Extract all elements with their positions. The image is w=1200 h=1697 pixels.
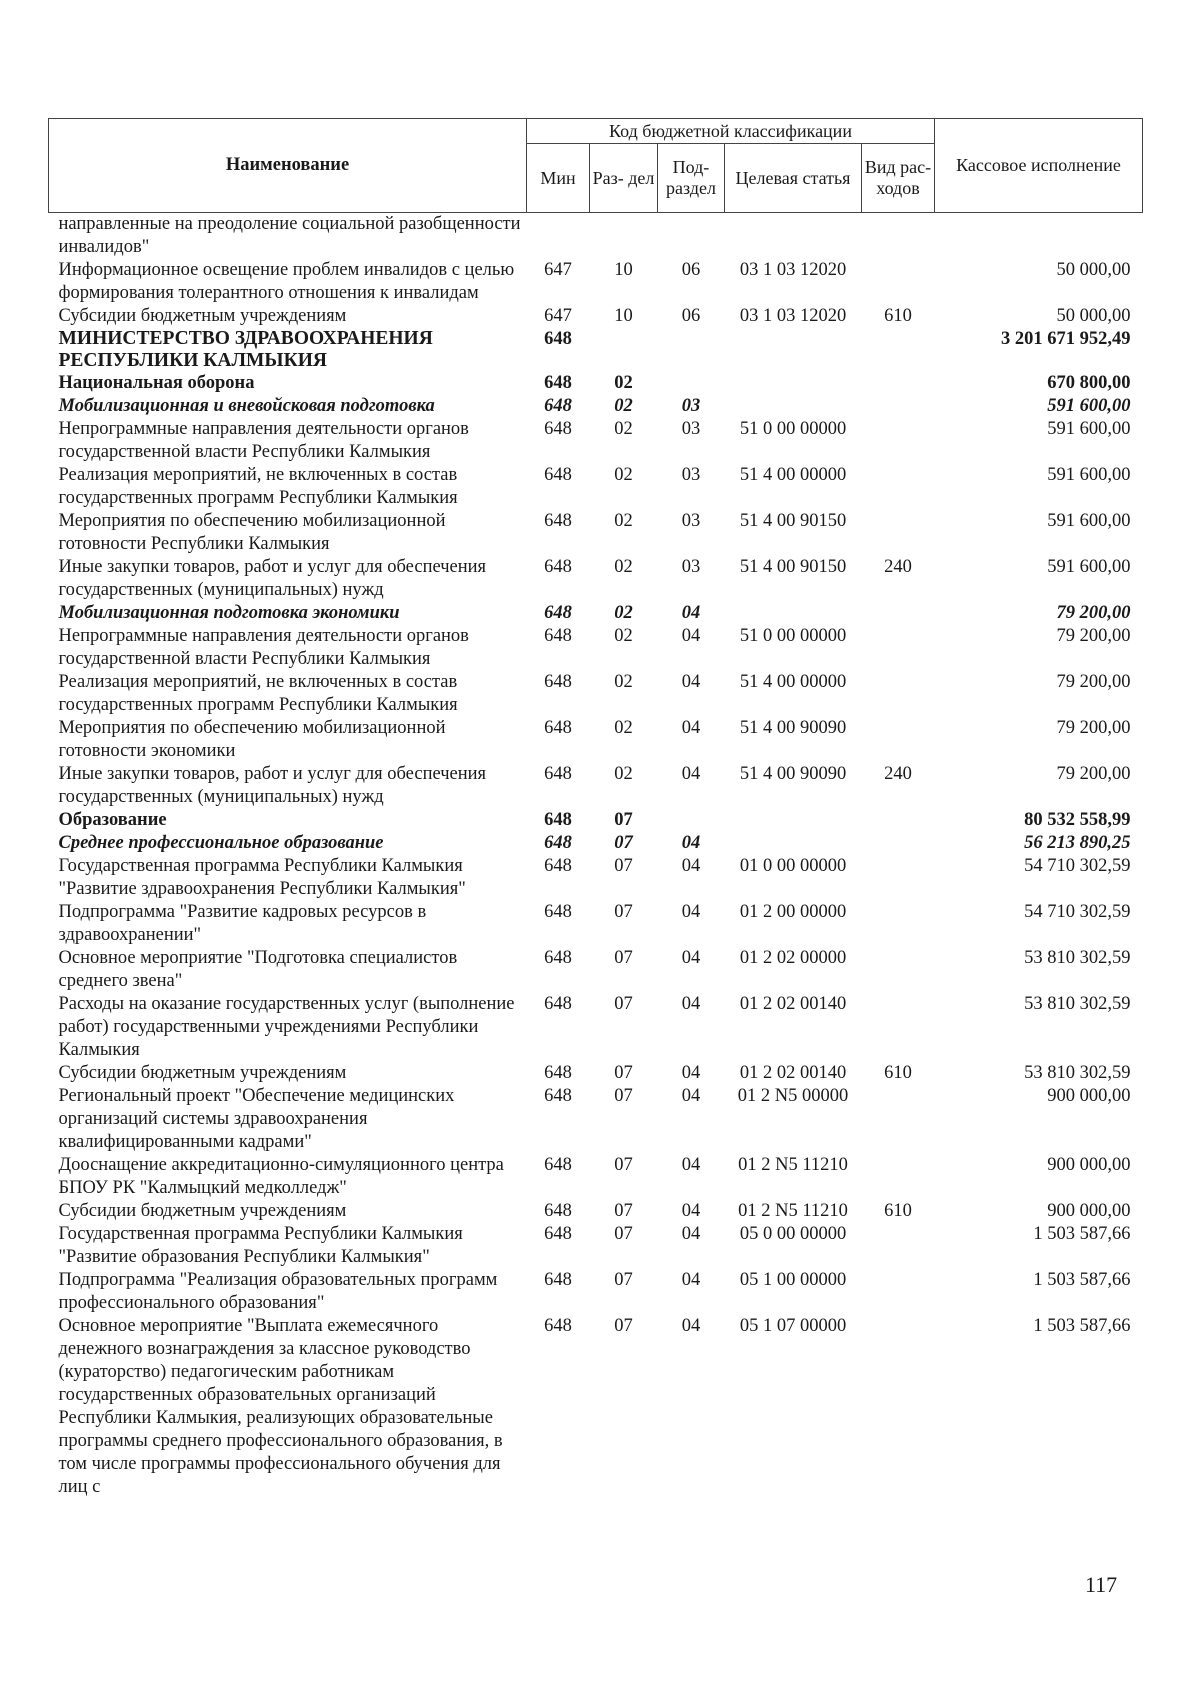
cell-razdel: 02: [614, 626, 633, 646]
table-header: [49, 119, 1143, 213]
cell-podrazdel: [658, 328, 725, 372]
cell-razdel: 07: [614, 833, 633, 853]
cell-podrazdel: 04: [681, 948, 701, 968]
table-row: [49, 418, 1143, 464]
cell-celevaya: 03 1 03 12020: [739, 306, 847, 326]
cell-min: 648: [544, 1201, 572, 1221]
cell-celevaya: 01 2 N5 00000: [737, 1086, 849, 1106]
cell-sum: 80 532 558,99: [1024, 810, 1131, 830]
cell-min: 648: [544, 718, 572, 738]
table-row: [49, 717, 1143, 763]
cell-podrazdel: 04: [681, 902, 701, 922]
cell-vid: [862, 213, 935, 260]
cell-sum: 1 503 587,66: [1033, 1316, 1131, 1336]
cell-min: 648: [544, 373, 572, 393]
cell-celevaya: 01 2 00 00000: [739, 902, 847, 922]
cell-razdel: [590, 328, 658, 372]
cell-name: Реализация мероприятий, не включенных в состав государственных программ Республики Калмыкия: [58, 672, 458, 715]
cell-name: Мобилизационная и вневойсковая подготовка: [58, 396, 435, 416]
cell-celevaya: [725, 602, 862, 625]
cell-celevaya: 05 0 00 00000: [739, 1224, 847, 1244]
cell-celevaya: [725, 372, 862, 395]
cell-podrazdel: 04: [681, 856, 701, 876]
cell-name: Государственная программа Республики Калмыкия "Развитие здравоохранения Республики Калмыкия": [58, 856, 466, 899]
cell-sum: 79 200,00: [1056, 672, 1131, 692]
table-row: [49, 809, 1143, 832]
cell-name: Мероприятия по обеспечению мобилизационной готовности Республики Калмыкия: [58, 511, 446, 554]
cell-vid: [862, 901, 935, 947]
cell-vid: [862, 1223, 935, 1269]
cell-name: Подпрограмма "Развитие кадровых ресурсов в здравоохранении": [58, 902, 427, 945]
table-row: [49, 1223, 1143, 1269]
cell-sum: 79 200,00: [1056, 718, 1131, 738]
cell-podrazdel: 04: [681, 1086, 701, 1106]
cell-min: 647: [544, 306, 572, 326]
cell-min: 648: [544, 856, 572, 876]
header-vid: Вид рас- ходов: [862, 144, 935, 213]
cell-razdel: 07: [614, 1270, 633, 1290]
cell-name: Основное мероприятие "Выплата ежемесячного денежного вознаграждения за классное руководство (кураторство) педагогическим работникам государственных образовательных организаций Республики Калмыкия, реализующих образовательные программы среднего профессионального образования, в том числе программы профессионального обучения для лиц с: [58, 1316, 503, 1497]
cell-podrazdel: [658, 372, 725, 395]
table-row: [49, 305, 1143, 328]
cell-razdel: 10: [614, 260, 633, 280]
cell-name: Иные закупки товаров, работ и услуг для обеспечения государственных (муниципальных) нужд: [58, 764, 487, 807]
table-row: [49, 1062, 1143, 1085]
cell-celevaya: [725, 328, 862, 372]
cell-razdel: 07: [614, 1316, 633, 1336]
cell-name: Подпрограмма "Реализация образовательных программ профессионального образования": [58, 1270, 498, 1313]
cell-name: Государственная программа Республики Калмыкия "Развитие образования Республики Калмыкия": [58, 1224, 463, 1267]
cell-min: 647: [544, 260, 572, 280]
cell-razdel: 07: [614, 1201, 633, 1221]
header-razdel: Раз- дел: [590, 144, 658, 213]
cell-sum: 1 503 587,66: [1033, 1224, 1131, 1244]
header-celevaya: Целевая статья: [725, 144, 862, 213]
table-row: [49, 763, 1143, 809]
cell-celevaya: [725, 213, 862, 260]
header-name: Наименование: [49, 119, 527, 213]
cell-sum: 591 600,00: [1047, 419, 1131, 439]
cell-razdel: 02: [614, 373, 633, 393]
cell-sum: 79 200,00: [1056, 603, 1131, 623]
cell-sum: 56 213 890,25: [1024, 833, 1131, 853]
cell-celevaya: 01 0 00 00000: [739, 856, 847, 876]
cell-sum: 3 201 671 952,49: [1001, 329, 1131, 349]
cell-razdel: 07: [614, 1086, 633, 1106]
cell-celevaya: 01 2 N5 11210: [738, 1155, 848, 1175]
cell-celevaya: 51 4 00 90150: [739, 557, 847, 577]
cell-min: 648: [544, 557, 572, 577]
cell-celevaya: 01 2 N5 11210: [738, 1201, 848, 1221]
cell-podrazdel: 04: [681, 764, 701, 784]
table-row: [49, 1085, 1143, 1154]
cell-sum: 1 503 587,66: [1033, 1270, 1131, 1290]
cell-name: Непрограммные направления деятельности органов государственной власти Республики Калмыкия: [58, 419, 469, 462]
cell-podrazdel: 06: [681, 306, 701, 326]
cell-vid: [862, 717, 935, 763]
cell-sum: 53 810 302,59: [1024, 948, 1131, 968]
cell-podrazdel: 06: [681, 260, 701, 280]
cell-name: Иные закупки товаров, работ и услуг для обеспечения государственных (муниципальных) нужд: [58, 557, 487, 600]
cell-min: 648: [544, 810, 572, 830]
cell-sum: 591 600,00: [1047, 465, 1131, 485]
cell-razdel: 02: [614, 557, 633, 577]
table-row: [49, 832, 1143, 855]
header-min: Мин: [527, 144, 590, 213]
cell-name: Мобилизационная подготовка экономики: [58, 603, 400, 623]
cell-name: Региональный проект "Обеспечение медицинских организаций системы здравоохранения квалифицированными кадрами": [58, 1086, 455, 1152]
cell-vid: [862, 1315, 935, 1499]
cell-vid: [862, 464, 935, 510]
cell-sum: 900 000,00: [1047, 1155, 1131, 1175]
table-row: [49, 556, 1143, 602]
cell-sum: 54 710 302,59: [1024, 856, 1131, 876]
cell-name: Национальная оборона: [58, 373, 255, 393]
cell-name: Субсидии бюджетным учреждениям: [58, 306, 347, 326]
cell-razdel: 07: [614, 902, 633, 922]
cell-min: 648: [544, 329, 572, 349]
cell-celevaya: [725, 395, 862, 418]
cell-sum: 591 600,00: [1047, 396, 1131, 416]
cell-min: 648: [544, 1316, 572, 1336]
table-row: [49, 464, 1143, 510]
table-row: [49, 671, 1143, 717]
cell-vid: 610: [884, 1063, 912, 1083]
header-kbk-group: Код бюджетной классификации: [527, 119, 935, 144]
cell-sum: 79 200,00: [1056, 764, 1131, 784]
cell-sum: 50 000,00: [1056, 260, 1131, 280]
cell-podrazdel: 04: [681, 1316, 701, 1336]
cell-min: 648: [544, 1063, 572, 1083]
table-body: [49, 213, 1143, 1500]
cell-vid: [862, 809, 935, 832]
cell-min: 648: [544, 994, 572, 1014]
cell-name: Мероприятия по обеспечению мобилизационной готовности экономики: [58, 718, 446, 761]
cell-name: Субсидии бюджетным учреждениям: [58, 1063, 347, 1083]
cell-name: Расходы на оказание государственных услуг (выполнение работ) государственными учреждениями Республики Калмыкия: [58, 994, 515, 1060]
cell-vid: 240: [884, 764, 912, 784]
cell-name: Среднее профессиональное образование: [58, 833, 384, 853]
cell-name: Информационное освещение проблем инвалидов с целью формирования толерантного отношения к инвалидам: [58, 260, 515, 303]
table-row: [49, 1200, 1143, 1223]
cell-celevaya: 51 0 00 00000: [739, 419, 847, 439]
cell-razdel: 07: [614, 810, 633, 830]
cell-name: МИНИСТЕРСТВО ЗДРАВООХРАНЕНИЯ РЕСПУБЛИКИ КАЛМЫКИЯ: [58, 328, 433, 371]
cell-sum: 53 810 302,59: [1024, 1063, 1131, 1083]
page-number: 117: [1085, 1572, 1118, 1597]
cell-sum: 591 600,00: [1047, 557, 1131, 577]
cell-podrazdel: 03: [681, 419, 701, 439]
cell-min: 648: [544, 1155, 572, 1175]
cell-razdel: 02: [614, 419, 633, 439]
cell-min: 648: [544, 672, 572, 692]
cell-podrazdel: 04: [681, 718, 701, 738]
cell-celevaya: 51 4 00 00000: [739, 672, 847, 692]
cell-celevaya: 05 1 07 00000: [739, 1316, 847, 1336]
cell-razdel: 02: [614, 396, 633, 416]
cell-razdel: 02: [614, 465, 633, 485]
cell-vid: [862, 418, 935, 464]
cell-razdel: 07: [614, 1063, 633, 1083]
cell-sum: 591 600,00: [1047, 511, 1131, 531]
cell-vid: [862, 259, 935, 305]
cell-celevaya: 51 0 00 00000: [739, 626, 847, 646]
cell-min: 648: [544, 833, 572, 853]
cell-min: 648: [544, 511, 572, 531]
cell-razdel: 07: [614, 1155, 633, 1175]
cell-razdel: 02: [614, 672, 633, 692]
cell-razdel: [590, 213, 658, 260]
cell-razdel: 02: [614, 511, 633, 531]
cell-sum: 900 000,00: [1047, 1086, 1131, 1106]
cell-sum: 79 200,00: [1056, 626, 1131, 646]
cell-podrazdel: [658, 213, 725, 260]
table-row: [49, 328, 1143, 372]
cell-min: 648: [544, 948, 572, 968]
cell-vid: [862, 602, 935, 625]
cell-min: 648: [544, 396, 572, 416]
table-row: [49, 510, 1143, 556]
cell-sum: 53 810 302,59: [1024, 994, 1131, 1014]
cell-sum: [935, 213, 1143, 260]
cell-celevaya: 05 1 00 00000: [739, 1270, 847, 1290]
cell-min: 648: [544, 1224, 572, 1244]
cell-vid: [862, 372, 935, 395]
cell-vid: [862, 947, 935, 993]
cell-podrazdel: 04: [681, 1201, 701, 1221]
cell-razdel: 07: [614, 994, 633, 1014]
cell-vid: 610: [884, 306, 912, 326]
header-podrazdel: Под- раздел: [658, 144, 725, 213]
cell-celevaya: [725, 832, 862, 855]
cell-podrazdel: 04: [681, 994, 701, 1014]
cell-podrazdel: 04: [681, 1063, 701, 1083]
cell-razdel: 07: [614, 948, 633, 968]
cell-sum: 50 000,00: [1056, 306, 1131, 326]
table-row: [49, 1269, 1143, 1315]
cell-vid: [862, 993, 935, 1062]
cell-podrazdel: 03: [681, 511, 701, 531]
cell-celevaya: 01 2 02 00000: [739, 948, 847, 968]
table-row: [49, 602, 1143, 625]
cell-podrazdel: 04: [681, 626, 701, 646]
table-row: [49, 1315, 1143, 1499]
cell-celevaya: 51 4 00 00000: [739, 465, 847, 485]
cell-vid: [862, 855, 935, 901]
cell-name: Реализация мероприятий, не включенных в состав государственных программ Республики Калмыкия: [58, 465, 458, 508]
table-row: [49, 372, 1143, 395]
cell-razdel: 07: [614, 1224, 633, 1244]
cell-podrazdel: 04: [681, 833, 701, 853]
cell-sum: 54 710 302,59: [1024, 902, 1131, 922]
cell-min: 648: [544, 902, 572, 922]
cell-vid: [862, 1269, 935, 1315]
table-row: [49, 855, 1143, 901]
header-sum: Кассовое исполнение: [935, 119, 1143, 213]
table-row: [49, 1154, 1143, 1200]
cell-vid: [862, 395, 935, 418]
cell-celevaya: 01 2 02 00140: [739, 994, 847, 1014]
cell-celevaya: [725, 809, 862, 832]
cell-vid: [862, 1085, 935, 1154]
table-row: [49, 625, 1143, 671]
cell-podrazdel: 03: [681, 557, 701, 577]
cell-min: 648: [544, 764, 572, 784]
cell-celevaya: 51 4 00 90090: [739, 718, 847, 738]
cell-celevaya: 01 2 02 00140: [739, 1063, 847, 1083]
cell-vid: [862, 625, 935, 671]
cell-vid: [862, 510, 935, 556]
cell-podrazdel: 04: [681, 672, 701, 692]
cell-celevaya: 03 1 03 12020: [739, 260, 847, 280]
cell-podrazdel: 03: [681, 396, 701, 416]
cell-min: 648: [544, 626, 572, 646]
cell-sum: 670 800,00: [1047, 373, 1131, 393]
cell-razdel: 10: [614, 306, 633, 326]
table-row: [49, 901, 1143, 947]
cell-min: 648: [544, 419, 572, 439]
table-row: [49, 993, 1143, 1062]
cell-podrazdel: 03: [681, 465, 701, 485]
cell-name: Субсидии бюджетным учреждениям: [58, 1201, 347, 1221]
table-row: [49, 259, 1143, 305]
cell-name: Непрограммные направления деятельности органов государственной власти Республики Калмыкия: [58, 626, 469, 669]
cell-min: 648: [544, 1270, 572, 1290]
cell-name: направленные на преодоление социальной разобщенности инвалидов": [58, 214, 521, 257]
cell-razdel: 07: [614, 856, 633, 876]
cell-razdel: 02: [614, 603, 633, 623]
cell-podrazdel: 04: [681, 1224, 701, 1244]
cell-celevaya: 51 4 00 90090: [739, 764, 847, 784]
budget-table: [48, 118, 1143, 1499]
cell-name: Основное мероприятие "Подготовка специалистов среднего звена": [58, 948, 458, 991]
table-row: [49, 395, 1143, 418]
cell-vid: [862, 671, 935, 717]
cell-razdel: 02: [614, 718, 633, 738]
cell-name: Образование: [58, 810, 167, 830]
cell-vid: 610: [884, 1201, 912, 1221]
cell-podrazdel: 04: [681, 1270, 701, 1290]
cell-celevaya: 51 4 00 90150: [739, 511, 847, 531]
cell-podrazdel: 04: [681, 1155, 701, 1175]
cell-razdel: 02: [614, 764, 633, 784]
table-row: [49, 213, 1143, 260]
cell-vid: 240: [884, 557, 912, 577]
cell-min: 648: [544, 1086, 572, 1106]
cell-podrazdel: 04: [681, 603, 701, 623]
cell-min: [527, 213, 590, 260]
cell-podrazdel: [658, 809, 725, 832]
cell-name: Дооснащение аккредитационно-симуляционного центра БПОУ РК "Калмыцкий медколледж": [58, 1155, 504, 1198]
cell-sum: 900 000,00: [1047, 1201, 1131, 1221]
cell-vid: [862, 832, 935, 855]
cell-min: 648: [544, 603, 572, 623]
cell-min: 648: [544, 465, 572, 485]
table-row: [49, 947, 1143, 993]
cell-vid: [862, 1154, 935, 1200]
cell-vid: [862, 328, 935, 372]
